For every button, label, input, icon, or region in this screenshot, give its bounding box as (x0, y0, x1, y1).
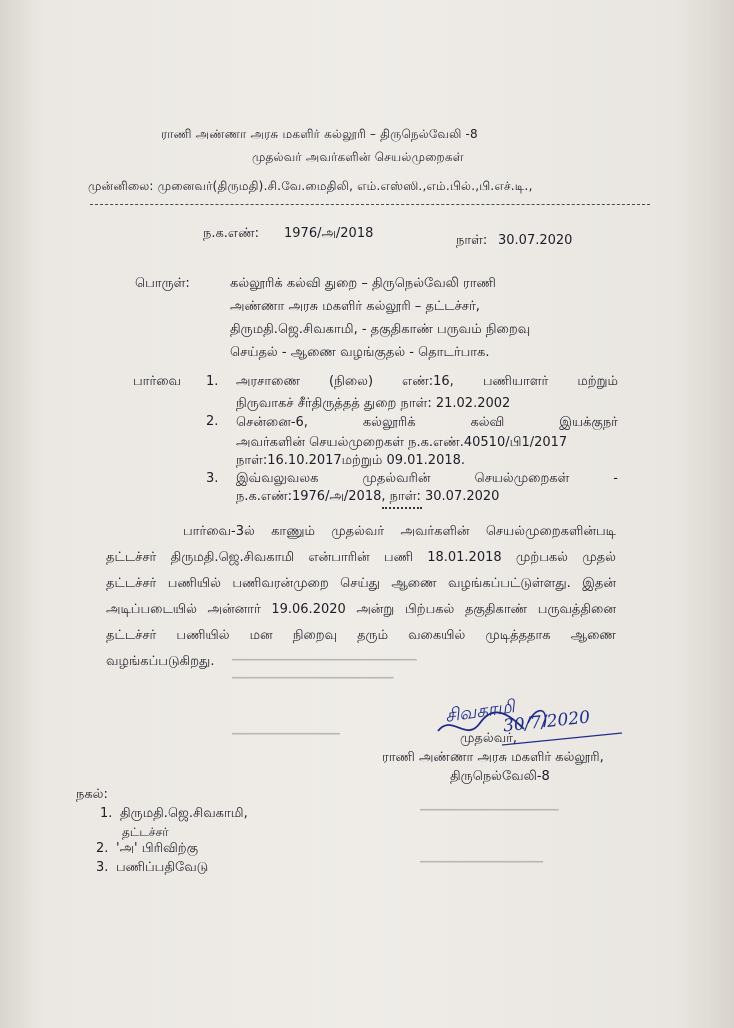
reference-line-3 (236, 471, 618, 487)
date-label: நாள்: (456, 233, 488, 248)
word: அரசாணை (236, 374, 300, 389)
word: பணியில் (167, 576, 221, 591)
word: பார்வை-3ல் (183, 524, 255, 539)
word: அடிப்படையில் (106, 602, 197, 617)
word: அவர்களின் (400, 524, 470, 539)
reference-line (236, 374, 618, 390)
word: தட்டச்சர் (106, 576, 157, 591)
bleed-through: ▁▁▁▁▁▁▁▁▁▁▁▁▁▁ (232, 724, 340, 735)
word: முற்பகல் (515, 550, 568, 565)
word: அன்னார் (207, 602, 261, 617)
body-line (183, 524, 616, 540)
copy-line: தட்டச்சர் (122, 825, 169, 839)
copy-line: 'அ' பிரிவிற்கு (116, 841, 199, 856)
word: வழங்கப்பட்டுள்ளது. (448, 576, 571, 591)
word: (நிலை) (329, 374, 374, 389)
word: முதல்வரின் (362, 471, 431, 486)
bleed-through: ▁▁▁▁▁▁▁▁▁▁▁▁▁▁▁▁▁▁▁▁▁▁▁▁ (232, 650, 417, 661)
word: பிற்பகல் (404, 602, 455, 617)
word: பணி (383, 550, 413, 565)
word: தட்டச்சர் (106, 628, 157, 643)
body-line: வழங்கப்படுகிறது. (106, 654, 215, 669)
body-line-text (106, 628, 616, 644)
ref-label: ந.க.எண்: (203, 226, 259, 241)
copy-line: திருமதி.ஜெ.சிவகாமி, (120, 806, 248, 821)
reference-line: அவர்களின் செயல்முறைகள் ந.க.எண்.40510/பி1/2017 (236, 435, 568, 450)
word: பருவத்தினை (537, 602, 616, 617)
signature-mark: சிவகாமி (443, 696, 516, 727)
copy-number: 1. (100, 806, 113, 821)
word: தகுதிகாண் (464, 602, 528, 617)
body-line (106, 628, 616, 644)
body-line (106, 576, 616, 592)
word: முடித்ததாக (485, 628, 551, 643)
reference-line (236, 415, 618, 431)
reference-number: 1. (206, 374, 219, 389)
word: 19.06.2020 (271, 602, 346, 617)
word: செயல்முறைகள் (474, 471, 570, 486)
body-line (106, 602, 616, 618)
presided-by: முன்னிலை: முனைவர்(திருமதி).சி.வே.மைதிலி, எம்.எஸ்ஸி.,எம்.பில்.,பி.எச்.டி., (88, 179, 533, 193)
reference-line: நிருவாகச் சீர்திருத்தத் துறை நாள்: 21.02.2002 (236, 396, 511, 411)
word: என்பாரின் (308, 550, 370, 565)
word: சென்னை-6, (236, 415, 308, 430)
signatory-place: திருநெல்வேலி-8 (450, 769, 550, 784)
word: காணும் (271, 524, 315, 539)
copy-line: பணிப்பதிவேடு (116, 860, 209, 875)
word: முதல்வர் (331, 524, 385, 539)
word: - (613, 471, 618, 486)
word: பணிவரன்முறை (232, 576, 329, 591)
bleed-through: ▁▁▁▁▁▁▁▁▁▁▁▁▁▁▁▁▁▁ (420, 800, 559, 811)
subject-line: அண்ணா அரசு மகளிர் கல்லூரி – தட்டச்சர், (230, 299, 480, 314)
signatory-institution: ராணி அண்ணா அரசு மகளிர் கல்லூரி, (382, 750, 604, 765)
college-name: ராணி அண்ணா அரசு மகளிர் கல்லூரி – திருநெல்வேலி -8 (161, 127, 478, 141)
word: நிறைவு (292, 628, 338, 643)
word: தரும் (357, 628, 389, 643)
reference-line-1 (236, 374, 618, 390)
word: இதன் (582, 576, 616, 591)
word: கல்லூரிக் (362, 415, 416, 430)
subject-line: செய்தல் - ஆணை வழங்குதல் - தொடர்பாக. (230, 345, 490, 360)
word: மற்றும் (577, 374, 618, 389)
body-line (106, 550, 616, 566)
word: எண்:16, (402, 374, 454, 389)
reference-number: 2. (206, 414, 219, 429)
signature-date: 30/7/2020 (502, 707, 591, 737)
body-line-text (183, 524, 616, 540)
reference-line-2 (236, 415, 618, 431)
word: பணியில் (176, 628, 230, 643)
word: மன (249, 628, 273, 643)
subject-line: கல்லூரிக் கல்வி துறை – திருநெல்வேலி ராணி (230, 276, 496, 291)
document-title: முதல்வர் அவர்களின் செயல்முறைகள் (252, 150, 464, 164)
word: வகையில் (408, 628, 466, 643)
body-line-text (106, 550, 616, 566)
signatory-title: முதல்வர், (460, 731, 518, 746)
copy-number: 3. (96, 860, 109, 875)
copies-label: நகல்: (76, 787, 108, 802)
bleed-through: ▁▁▁▁▁▁▁▁▁▁▁▁▁▁▁▁▁▁▁▁▁ (232, 668, 394, 679)
word: கல்வி (470, 415, 505, 430)
header-rule (90, 204, 650, 205)
bleed-through: ▁▁▁▁▁▁▁▁▁▁▁▁▁▁▁▁ (420, 852, 544, 863)
word: அன்று (356, 602, 395, 617)
copy-number: 2. (96, 841, 109, 856)
reference-line: நாள்:16.10.2017மற்றும் 09.01.2018. (236, 453, 466, 468)
word: இவ்வலுவலக (236, 471, 319, 486)
date-value: 30.07.2020 (498, 233, 573, 248)
body-line-text (106, 576, 616, 592)
word: 18.01.2018 (427, 550, 502, 565)
word: ஆணை (570, 628, 616, 643)
subject-label: பொருள்: (135, 276, 190, 291)
separator-text (382, 503, 425, 517)
word: இயக்குநர் (559, 415, 618, 430)
word: ஆணை (391, 576, 437, 591)
reference-line (236, 471, 618, 487)
reference-line: ந.க.எண்:1976/அ/2018, நாள்: 30.07.2020 (236, 489, 500, 504)
subject-line: திருமதி.ஜெ.சிவகாமி, - தகுதிகாண் பருவம் நிறைவு (230, 322, 531, 337)
references-label: பார்வை (133, 374, 182, 389)
reference-number: 3. (206, 471, 219, 486)
word: செயல்முறைகளின்படி (485, 524, 616, 539)
ref-number: 1976/அ/2018 (284, 226, 374, 241)
word: முதல் (582, 550, 616, 565)
body-line-text (106, 602, 616, 618)
word: திருமதி.ஜெ.சிவகாமி (170, 550, 295, 565)
word: பணியாளர் (482, 374, 549, 389)
word: தட்டச்சர் (106, 550, 157, 565)
word: செய்து (340, 576, 380, 591)
